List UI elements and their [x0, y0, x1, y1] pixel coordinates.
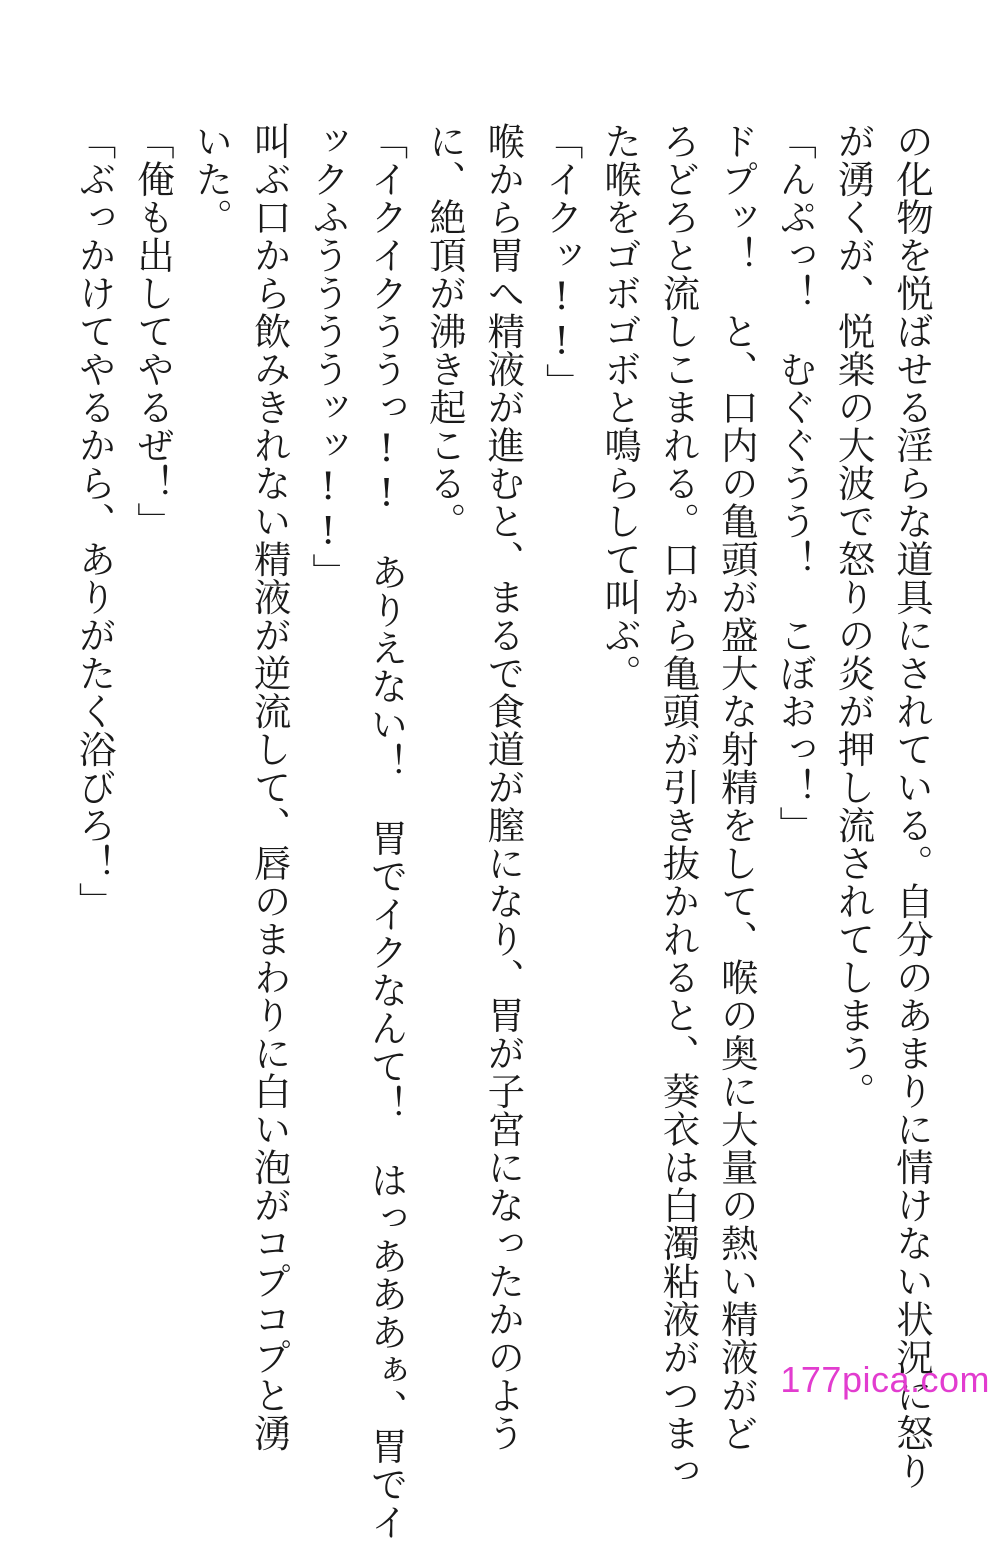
text-line: 「俺も出してやるぜ！」 — [130, 122, 175, 540]
text-line: 「イクイクううっ!! ありえない！ 胃でイクなんて！ はっあああぁ、胃でイ — [364, 122, 409, 1541]
text-line: いた。 — [189, 122, 234, 236]
site-watermark: 177pica.com — [780, 1359, 990, 1400]
text-line: 喉から胃へ精液が進むと、まるで食道が膣になり、胃が子宮になったかのよう — [481, 122, 526, 1452]
text-line: 「んぷっ！ むぐぐうう！ こぼおっ！」 — [773, 122, 818, 844]
text-line: 「ぶっかけてやるから、ありがたく浴びろ！」 — [72, 122, 117, 920]
text-line: ドプッ！ と、口内の亀頭が盛大な射精をして、喉の奥に大量の熱い精液がど — [714, 122, 759, 1452]
text-line: 「イクッ!!」 — [539, 122, 584, 402]
text-line: が湧くが、悦楽の大波で怒りの炎が押し流されてしまう。 — [831, 122, 876, 1110]
text-line: 叫ぶ口から飲みきれない精液が逆流して、唇のまわりに白い泡がコプコプと湧 — [247, 122, 292, 1452]
text-line: に、絶頂が沸き起こる。 — [422, 122, 467, 540]
text-line: の化物を悦ばせる淫らな道具にされている。自分のあまりに情けない状況に怒り — [890, 122, 934, 1490]
text-line: ックふううううッッ!!」 — [306, 122, 351, 592]
text-line: た喉をゴボゴボと鳴らして叫ぶ。 — [598, 122, 643, 692]
text-line: ろどろと流しこまれる。口から亀頭が引き抜かれると、葵衣は白濁粘液がつまっ — [656, 122, 701, 1490]
